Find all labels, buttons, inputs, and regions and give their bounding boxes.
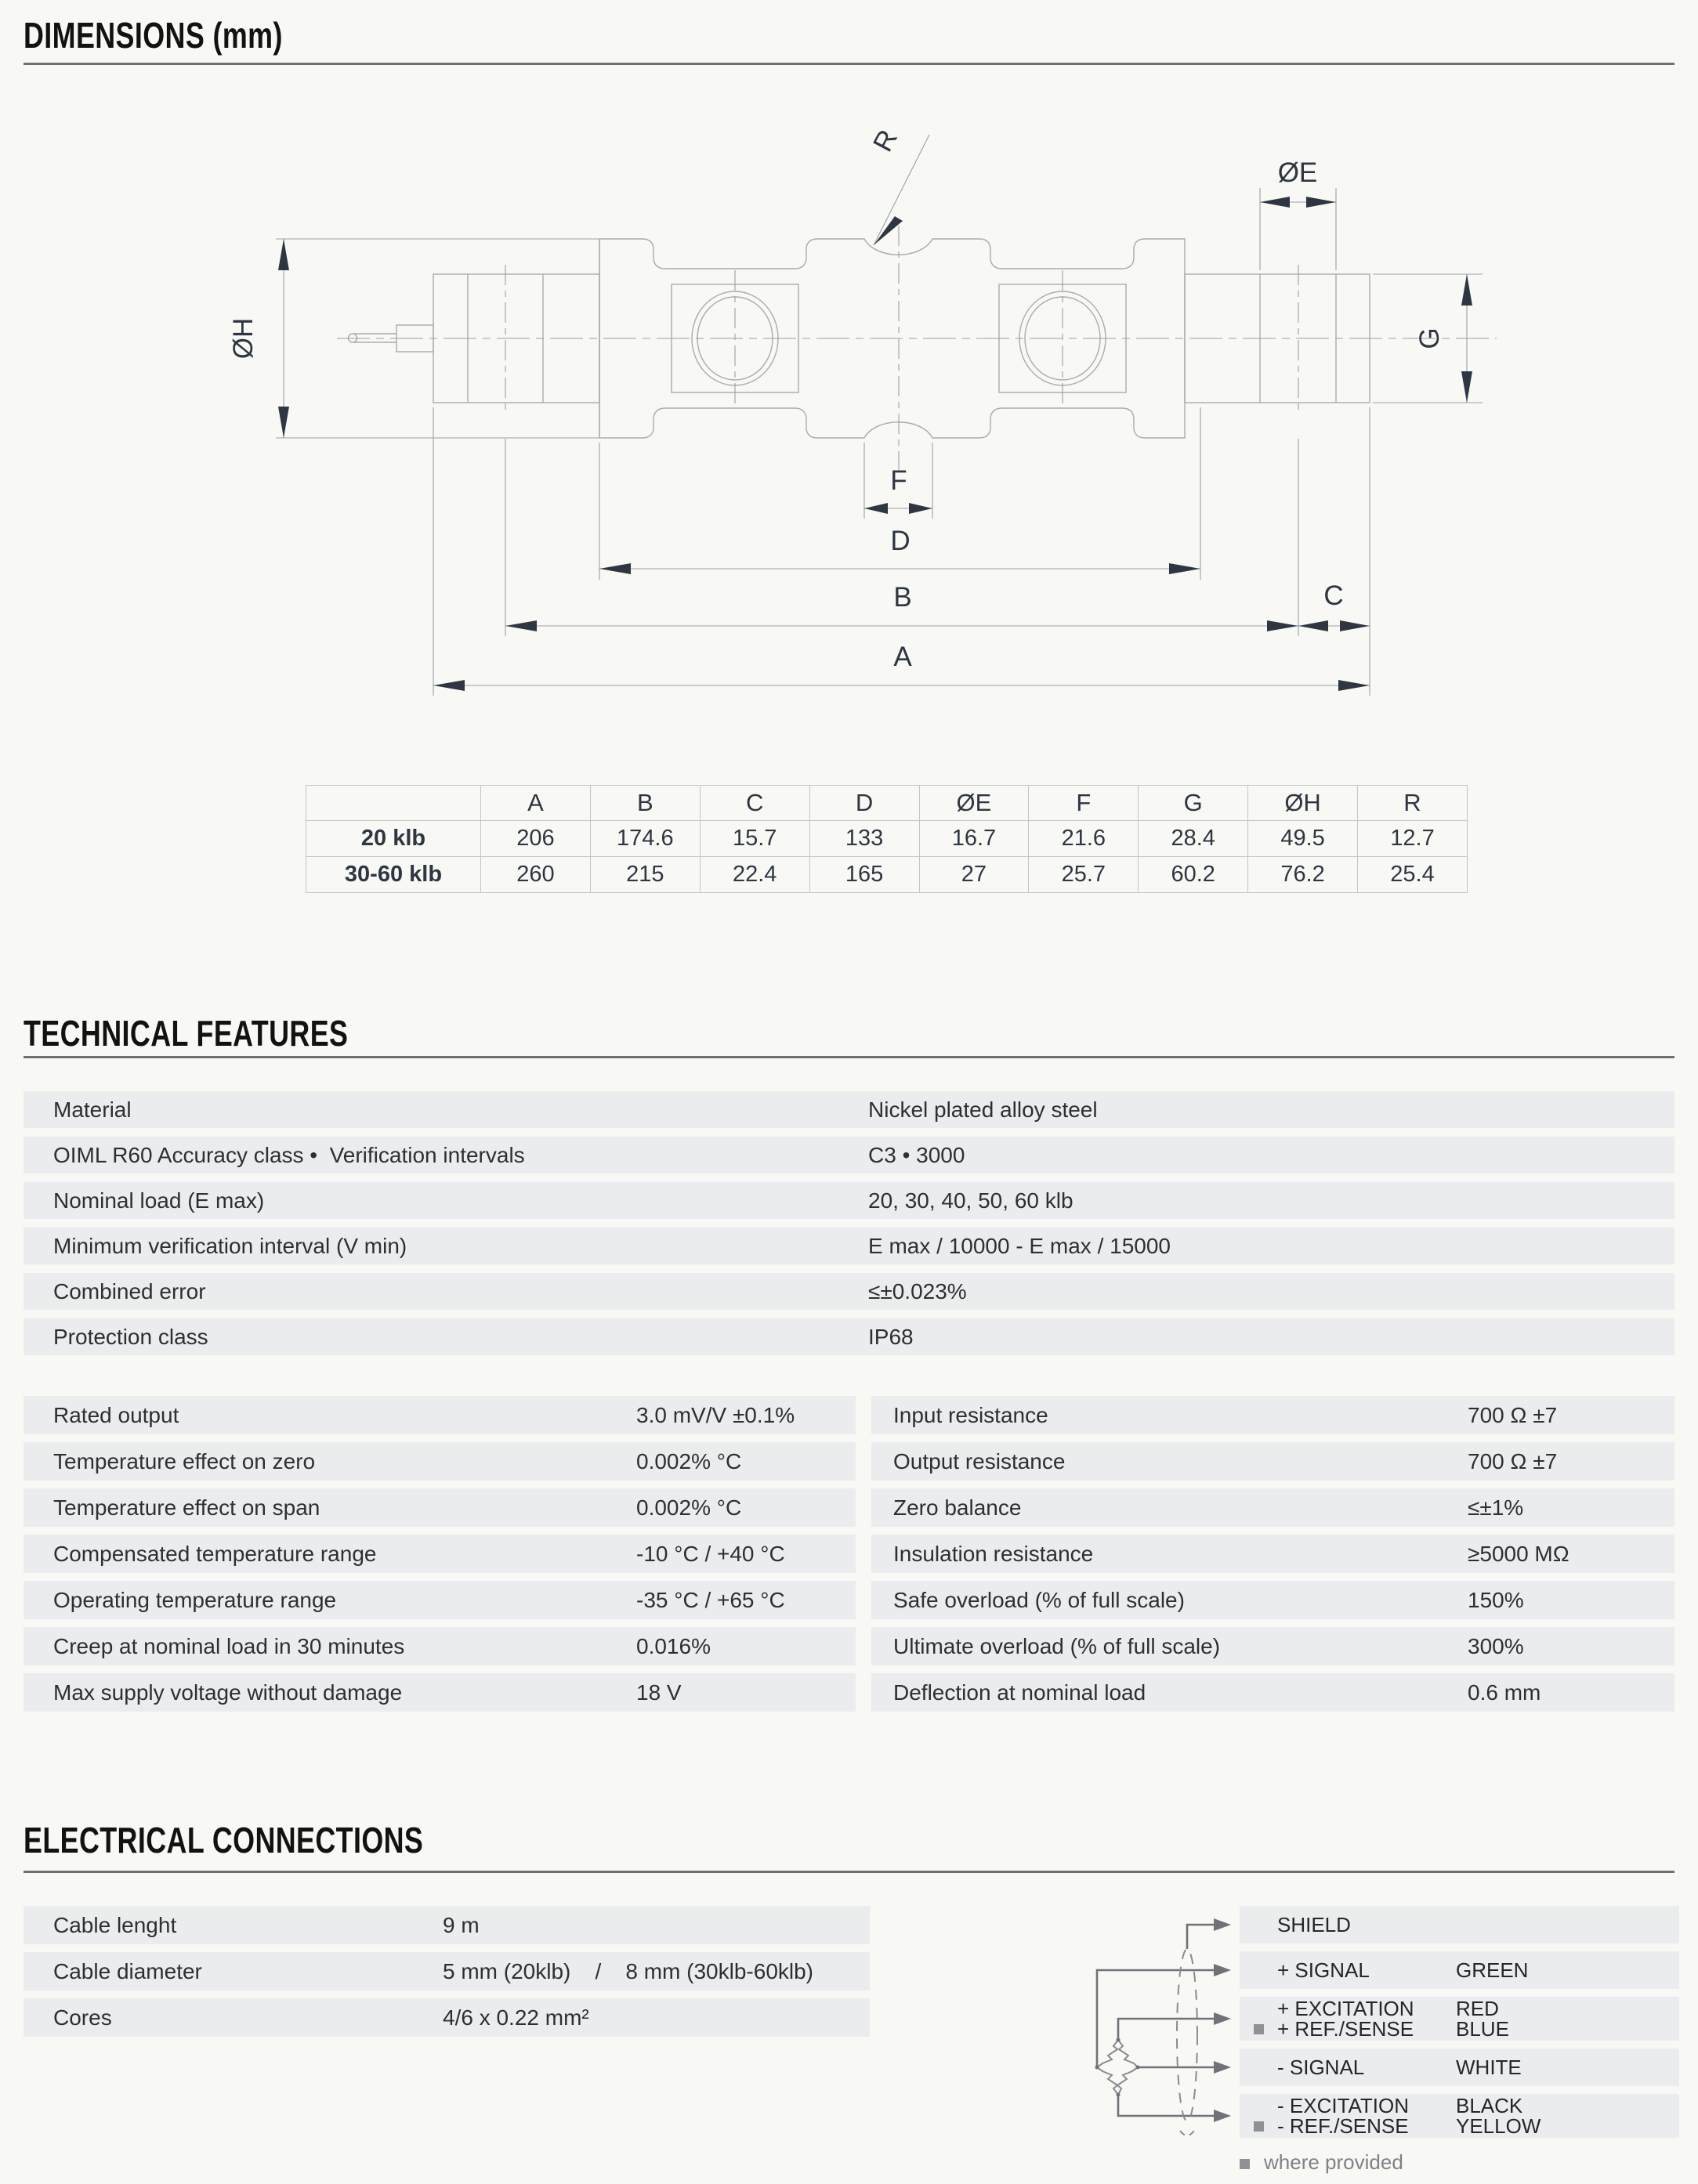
header-R: R	[1358, 786, 1468, 821]
spec-label: Rated output	[53, 1403, 179, 1427]
label-F: F	[890, 465, 907, 496]
spec-label: Zero balance	[893, 1495, 1022, 1520]
resistor	[1117, 2067, 1138, 2095]
label-OE: ØE	[1277, 157, 1318, 188]
spec-row	[24, 1442, 856, 1481]
spec-row	[24, 1137, 1674, 1173]
cell: 260	[481, 857, 591, 893]
dimensions-title: DIMENSIONS (mm)	[24, 15, 283, 56]
spec-value: 700 Ω ±7	[1468, 1449, 1558, 1473]
spec-value: 9 m	[443, 1913, 480, 1937]
cell: 76.2	[1248, 857, 1358, 893]
wiring-row-minus-excitation	[1240, 2094, 1679, 2138]
spec-value: 300%	[1468, 1634, 1524, 1658]
row-label-20klb: 20 klb	[306, 821, 481, 857]
row-label-3060klb: 30-60 klb	[306, 857, 481, 893]
spec-row	[24, 1273, 1674, 1310]
header-F: F	[1029, 786, 1139, 821]
table-row	[306, 857, 1468, 893]
plus-excitation-wire	[1118, 2019, 1220, 2040]
spec-row	[871, 1581, 1674, 1619]
where-provided-marker-icon	[1254, 2121, 1264, 2132]
spec-label: Operating temperature range	[53, 1588, 337, 1612]
wire-arrowheads	[1214, 1918, 1231, 2122]
spec-label: Input resistance	[893, 1403, 1048, 1427]
header-D: D	[809, 786, 919, 821]
wire-label: + SIGNAL	[1277, 1958, 1370, 1982]
label-D: D	[890, 526, 911, 556]
spec-value: 5 mm (20klb) / 8 mm (30klb-60klb)	[443, 1959, 814, 1983]
wiring-row-plus-excitation	[1240, 1997, 1679, 2041]
wheatstone-bridge-diagram	[1085, 1896, 1242, 2170]
cable-specs	[24, 1906, 870, 2045]
spec-row	[24, 1906, 870, 1944]
spec-row	[24, 1627, 856, 1665]
cell: 28.4	[1139, 821, 1248, 857]
wire-label: SHIELD	[1277, 1913, 1351, 1936]
wiring-row-minus-signal	[1240, 2048, 1679, 2086]
spec-label: Cable lenght	[53, 1913, 177, 1937]
spec-value: C3 • 3000	[868, 1143, 965, 1167]
technical-general-specs	[24, 1091, 1674, 1364]
spec-label: Safe overload (% of full scale)	[893, 1588, 1185, 1612]
technical-left-column	[24, 1396, 856, 1719]
spec-value: 0.002% °C	[636, 1449, 742, 1473]
header-OE: ØE	[919, 786, 1029, 821]
spec-row	[24, 1182, 1674, 1219]
wire-color: GREEN	[1456, 1958, 1529, 1982]
cell: 12.7	[1358, 821, 1468, 857]
cell: 27	[919, 857, 1029, 893]
spec-label: Output resistance	[893, 1449, 1066, 1473]
header-B: B	[590, 786, 700, 821]
cell: 174.6	[590, 821, 700, 857]
spec-label: Minimum verification interval (V min)	[53, 1234, 407, 1258]
table-row	[306, 821, 1468, 857]
spec-label: Creep at nominal load in 30 minutes	[53, 1634, 405, 1658]
header-blank	[306, 786, 481, 821]
cell: 60.2	[1139, 857, 1248, 893]
spec-row	[24, 1998, 870, 2037]
label-A: A	[893, 642, 912, 672]
spec-label: Material	[53, 1097, 132, 1122]
wiring-legend	[1240, 2150, 1403, 2175]
wire-color: BLACK	[1456, 2094, 1523, 2117]
legend-text: where provided	[1264, 2150, 1403, 2174]
bridge-nodes	[1095, 2038, 1140, 2097]
spec-value: IP68	[868, 1325, 914, 1349]
electrical-connections-rule	[24, 1871, 1674, 1873]
spec-label: Temperature effect on span	[53, 1495, 320, 1520]
cable-sheath-ellipse	[1177, 1949, 1197, 2135]
cell: 215	[590, 857, 700, 893]
wire-label: - EXCITATION	[1277, 2094, 1410, 2117]
wire-color: BLUE	[1456, 2017, 1509, 2041]
spec-row	[24, 1396, 856, 1434]
header-G: G	[1139, 786, 1248, 821]
wire-color: YELLOW	[1456, 2114, 1541, 2138]
label-OH: ØH	[228, 317, 259, 360]
resistor	[1097, 2067, 1118, 2095]
cell: 25.4	[1358, 857, 1468, 893]
header-A: A	[481, 786, 591, 821]
technical-right-column	[871, 1396, 1674, 1719]
label-B: B	[893, 582, 912, 613]
minus-excitation-wire	[1118, 2095, 1220, 2116]
resistor	[1097, 2040, 1118, 2067]
spec-value: 0.016%	[636, 1634, 711, 1658]
wire-label: - REF./SENSE	[1277, 2114, 1409, 2138]
spec-value: 20, 30, 40, 50, 60 klb	[868, 1188, 1073, 1213]
spec-label: Insulation resistance	[893, 1542, 1094, 1566]
dimensions-table-header	[306, 786, 1468, 821]
spec-label: Deflection at nominal load	[893, 1680, 1146, 1705]
cell: 22.4	[700, 857, 809, 893]
wire-label: - SIGNAL	[1277, 2056, 1365, 2079]
spec-value: E max / 10000 - E max / 15000	[868, 1234, 1171, 1258]
spec-row	[24, 1952, 870, 1991]
spec-value: -35 °C / +65 °C	[636, 1588, 785, 1612]
wire-color: WHITE	[1456, 2056, 1522, 2079]
dimension-lines	[276, 135, 1483, 696]
spec-label: Ultimate overload (% of full scale)	[893, 1634, 1221, 1658]
wire-color: RED	[1456, 1997, 1499, 2020]
wiring-table	[1240, 1906, 1679, 2146]
technical-features-rule	[24, 1056, 1674, 1058]
spec-row	[24, 1318, 1674, 1355]
spec-row	[871, 1488, 1674, 1527]
spec-value: 18 V	[636, 1680, 682, 1705]
cell: 49.5	[1248, 821, 1358, 857]
spec-value: -10 °C / +40 °C	[636, 1542, 785, 1566]
dimension-labels	[228, 125, 1445, 672]
spec-value: 0.6 mm	[1468, 1680, 1541, 1705]
wiring-row-shield	[1240, 1906, 1679, 1944]
header-OH: ØH	[1248, 786, 1358, 821]
load-cell-dimension-drawing	[0, 0, 1698, 779]
electrical-connections-title: ELECTRICAL CONNECTIONS	[24, 1820, 424, 1860]
cell: 165	[809, 857, 919, 893]
spec-label: Combined error	[53, 1279, 206, 1304]
spec-value: ≤±0.023%	[868, 1279, 967, 1304]
spec-row	[871, 1396, 1674, 1434]
wire-label: + EXCITATION	[1277, 1997, 1414, 2020]
cell: 16.7	[919, 821, 1029, 857]
cell: 15.7	[700, 821, 809, 857]
spec-label: Cable diameter	[53, 1959, 202, 1983]
legend-square-icon	[1240, 2159, 1250, 2169]
spec-label: Temperature effect on zero	[53, 1449, 316, 1473]
spec-row	[24, 1535, 856, 1573]
dimensions-table	[306, 785, 1468, 893]
spec-row	[871, 1627, 1674, 1665]
spec-row	[871, 1673, 1674, 1712]
cell: 206	[481, 821, 591, 857]
wiring-row-plus-signal	[1240, 1951, 1679, 1989]
header-C: C	[700, 786, 809, 821]
label-C: C	[1323, 580, 1344, 611]
spec-label: Nominal load (E max)	[53, 1188, 265, 1213]
resistor	[1118, 2040, 1138, 2067]
spec-row	[871, 1535, 1674, 1573]
label-G: G	[1414, 327, 1445, 349]
spec-row	[24, 1581, 856, 1619]
spec-row	[24, 1673, 856, 1712]
spec-value: 3.0 mV/V ±0.1%	[636, 1403, 795, 1427]
spec-value: 150%	[1468, 1588, 1524, 1612]
spec-label: OIML R60 Accuracy class • Verification intervals	[53, 1143, 525, 1167]
wire-label: + REF./SENSE	[1277, 2017, 1414, 2041]
technical-features-title: TECHNICAL FEATURES	[24, 1013, 349, 1054]
spec-label: Cores	[53, 2005, 112, 2030]
spec-value: ≥5000 MΩ	[1468, 1542, 1569, 1566]
spec-row	[24, 1228, 1674, 1264]
bridge-circuit	[1097, 2040, 1138, 2095]
dimension-arrowheads	[278, 197, 1472, 691]
spec-row	[871, 1442, 1674, 1481]
spec-value: 4/6 x 0.22 mm²	[443, 2005, 589, 2030]
spec-value: Nickel plated alloy steel	[868, 1097, 1098, 1122]
spec-label: Compensated temperature range	[53, 1542, 377, 1566]
spec-row	[24, 1091, 1674, 1128]
spec-label: Max supply voltage without damage	[53, 1680, 403, 1705]
spec-label: Protection class	[53, 1325, 208, 1349]
cell: 133	[809, 821, 919, 857]
cell: 21.6	[1029, 821, 1139, 857]
cell: 25.7	[1029, 857, 1139, 893]
spec-row	[24, 1488, 856, 1527]
centerlines	[337, 226, 1497, 470]
spec-value: 0.002% °C	[636, 1495, 742, 1520]
spec-value: ≤±1%	[1468, 1495, 1524, 1520]
spec-value: 700 Ω ±7	[1468, 1403, 1558, 1427]
label-R: R	[867, 125, 903, 157]
where-provided-marker-icon	[1254, 2024, 1264, 2034]
